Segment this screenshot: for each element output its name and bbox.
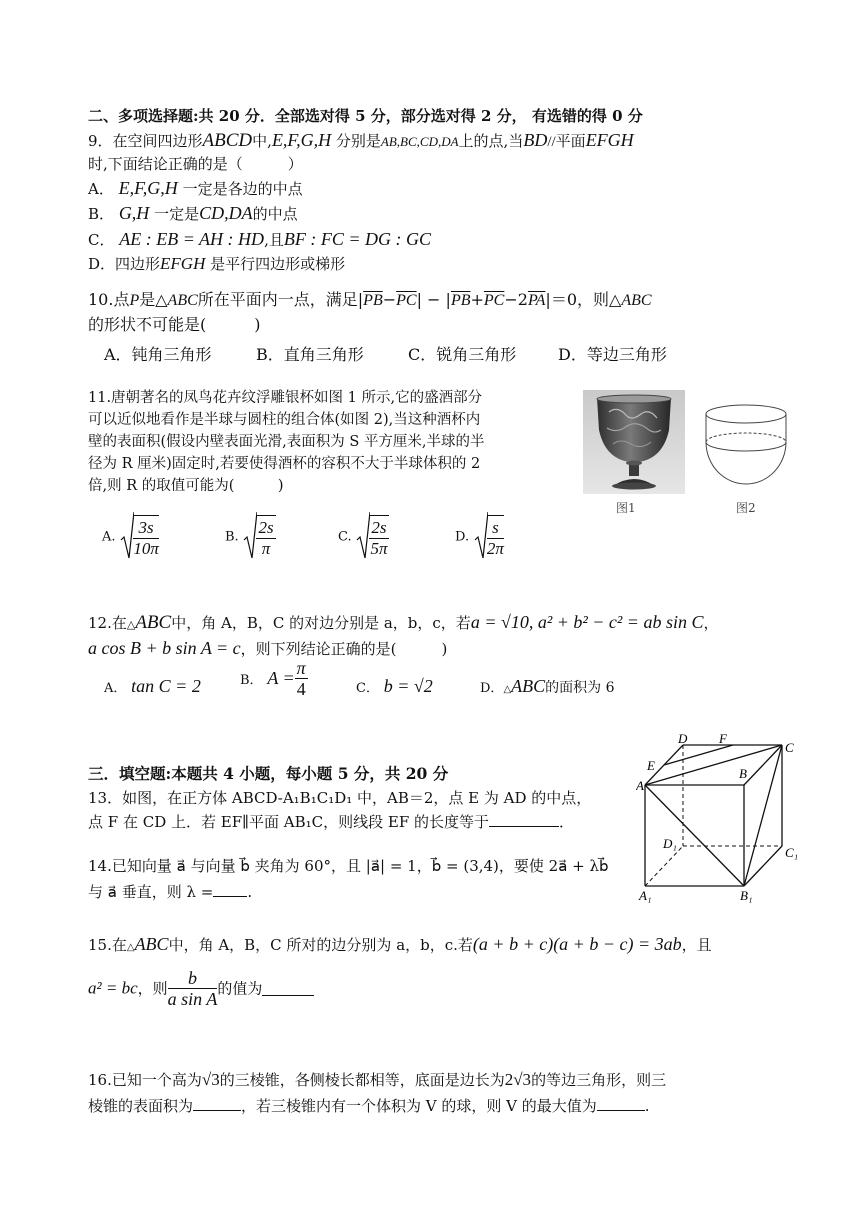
q16-mid: 的三棱锥，各侧棱长都相等，底面是边长为 (219, 1071, 505, 1089)
cube-label-b: B (739, 766, 747, 781)
q10-vec-pc: $\overline{PC}$ (396, 292, 417, 309)
q11-option-d-frac: $\frac{s}{2\pi}$ (487, 515, 504, 559)
cube-label-c: C (785, 740, 794, 755)
q15-answer-blank[interactable] (262, 981, 314, 996)
q12-cond2: a cos B + b sin A = c (88, 638, 241, 658)
q14-line2-text: 与 a⃗ 垂直，则 λ = (88, 883, 214, 901)
cube-label-f: F (719, 732, 727, 746)
q16-side: 2√3 (504, 1070, 532, 1089)
q11-option-a-frac: $\frac{3s}{10\pi}$ (133, 515, 159, 559)
q10-line1 (88, 290, 652, 311)
q9-option-a (88, 178, 303, 199)
q11-fig1-cup-image (583, 390, 685, 494)
q9-abcd: ABCD (202, 130, 253, 151)
q12-option-a-math: tan C = 2 (131, 676, 201, 696)
sqrt-icon (356, 510, 370, 564)
q14-line1: 14.已知向量 a⃗ 与向量 b⃗ 夹角为 60°，且 |a⃗| = 1，b⃗ = (3,4)，要使 2a⃗ + λb⃗ (88, 857, 609, 875)
q12-option-a (104, 676, 201, 697)
q9-option-c-label: C． (88, 231, 115, 249)
q15-triangle: △ (126, 942, 135, 953)
q12-option-d-text: 的面积为 6 (545, 680, 615, 696)
q10-mid3: | − | (416, 290, 451, 309)
q9-option-b-text1: 一定是 (154, 205, 200, 223)
q12-option-b-label: B． (240, 673, 263, 688)
q11-line4: 径为 R 厘米)固定时,若要使得酒杯的容积不大于半球体积的 2 (88, 456, 481, 472)
q10-vec-pb2: $\overline{PB}$ (450, 292, 471, 309)
q12-prefix: 12.在 (88, 614, 127, 632)
q13-line1: 13．如图，在正方体 ABCD-A₁B₁C₁D₁ 中，AB＝2，点 E 为 AD 的中点， (88, 789, 592, 807)
q12-line1 (88, 612, 718, 635)
q10-abc2: ABC (621, 292, 652, 309)
q15-line1 (88, 934, 712, 958)
q12-option-b (240, 658, 308, 699)
q10-option-a: A．钝角三角形 (104, 345, 212, 364)
q15-cond: (a + b + c)(a + b − c) = 3ab (472, 934, 682, 954)
q13-cube-diagram (636, 732, 808, 904)
q11-line2: 可以近似地看作是半球与圆柱的组合体(如图 2),当这种酒杯内 (88, 412, 481, 428)
q9-efgh2: EFGH (585, 130, 634, 150)
q12-line2 (88, 638, 447, 659)
q9-plane: 平面 (555, 132, 586, 150)
q14-line2-end: . (247, 883, 253, 901)
q11-option-b-label: B. (225, 529, 239, 545)
q12-option-c (356, 676, 433, 697)
q12-option-c-math: b = √2 (383, 676, 433, 696)
q9-line1 (88, 130, 634, 152)
q9-mid3: 上的点,当 (458, 132, 524, 150)
q13-line2 (88, 812, 574, 832)
q15-line2 (88, 968, 314, 1009)
q11-option-a (102, 510, 159, 564)
q12-option-d (480, 676, 615, 697)
q12-triangle: △ (126, 618, 136, 631)
q16-line2-end: . (644, 1097, 650, 1115)
q12-cond1: a = √10, a² + b² − c² = ab sin C (470, 612, 704, 632)
q11-line1: 11.唐朝著名的凤鸟花卉纹浮雕银杯如图 1 所示,它的盛酒部分 (88, 390, 483, 406)
q9-option-d-text: 是平行四边形或梯形 (210, 255, 346, 273)
q16-height: √3 (201, 1070, 220, 1089)
q11-fig1-caption: 图1 (616, 501, 636, 515)
q9-bd: BD (523, 130, 548, 150)
q9-mid: 中, (252, 132, 272, 150)
q11-option-a-label: A. (102, 529, 116, 545)
q11-fig2-diagram (700, 398, 792, 494)
q14-line2 (88, 882, 252, 902)
q16-line2 (88, 1096, 650, 1116)
q11-option-d (455, 510, 504, 564)
q16-line2-pre: 棱锥的表面积为 (88, 1097, 194, 1115)
q15-line2-end: 的值为 (217, 979, 263, 998)
q16-answer-blank-1[interactable] (193, 1096, 241, 1111)
q14-answer-blank[interactable] (213, 882, 247, 897)
q10-end: |＝0，则△ (545, 290, 622, 309)
q9-option-b (88, 203, 298, 224)
q13-answer-blank[interactable] (489, 812, 559, 827)
q9-option-b-text2: 的中点 (252, 205, 298, 223)
cube-label-e: E (647, 758, 655, 773)
q12-option-d-label: D． (480, 681, 504, 696)
q16-line1-end: 的等边三角形，则三 (531, 1071, 667, 1089)
q12-mid: 中，角 A，B，C 的对边分别是 a，b，c，若 (171, 614, 471, 632)
q16-line2-mid: ，若三棱锥内有一个体积为 V 的球，则 V 的最大值为 (241, 1097, 597, 1115)
q15-line2-mid: ，则 (137, 979, 168, 998)
q9-option-c-math2: BF : FC = DG : GC (283, 229, 431, 249)
q12-line2-end: ，则下列结论正确的是( ) (240, 640, 448, 658)
cube-label-c1: C₁ (785, 845, 799, 860)
q9-par: // (547, 134, 556, 150)
q10-mid1: 是△ (139, 290, 168, 309)
q16-answer-blank-2[interactable] (597, 1096, 645, 1111)
q10-mid2: 所在平面内一点，满足| (197, 290, 364, 309)
q10-plus: + (470, 290, 484, 309)
q9-option-c-math1: AE : EB = AH : HD (119, 229, 265, 249)
q10-vec-pb: $\overline{PB}$ (363, 292, 383, 309)
cube-label-d: D (678, 732, 688, 746)
q9-option-a-label: A． (88, 180, 114, 198)
cube-label-b1: B₁ (740, 888, 753, 903)
q10-prefix: 10.点 (88, 290, 130, 309)
q15-a2-bc: a² = bc (88, 978, 138, 998)
q10-option-b: B．直角三角形 (256, 345, 364, 364)
q9-option-b-math2: CD,DA (199, 203, 253, 223)
q9-option-a-math: E,F,G,H (118, 178, 178, 198)
q10-abc: ABC (167, 292, 198, 309)
q12-comma: ， (703, 614, 719, 632)
q10-line2: 的形状不可能是( ) (88, 315, 261, 334)
sqrt-icon (474, 510, 488, 564)
q9-option-d-label: D．四边形 (88, 255, 161, 273)
q11-option-b-frac: $\frac{2s}{\pi}$ (256, 515, 275, 559)
cube-label-d1: D₁ (663, 836, 677, 851)
q10-vec-pa: $\overline{PA}$ (527, 292, 546, 309)
q9-sides: AB,BC,CD,DA (380, 134, 459, 149)
q9-option-b-label: B． (88, 205, 115, 223)
q10-minus1: − (382, 290, 397, 309)
q11-option-c-label: C. (338, 529, 352, 545)
q16-prefix: 16.已知一个高为 (88, 1071, 202, 1089)
q12-abc: ABC (135, 612, 172, 633)
cube-label-a: A (636, 778, 644, 793)
q11-option-c-frac: $\frac{2s}{5\pi}$ (369, 515, 388, 559)
q10-vec-pc2: $\overline{PC}$ (483, 292, 505, 309)
q11-option-b (225, 510, 276, 564)
q9-prefix: 9．在空间四边形 (88, 132, 203, 150)
q13-line2-end: ． (559, 813, 575, 831)
q15-frac: $\frac{b}{\text{a sin A}}$ (167, 968, 218, 1009)
q9-efgh: E,F,G,H (271, 130, 332, 150)
q12-option-c-label: C． (356, 681, 379, 696)
cube-label-a1: A₁ (639, 888, 652, 903)
q15-line1-end: ，且 (681, 936, 712, 954)
section2-heading: 二、多项选择题:共 20 分．全部选对得 5 分，部分选对得 2 分， 有选错的得 0 分 (88, 107, 643, 125)
q9-option-b-math: G,H (118, 203, 150, 223)
q9-option-c-text: ,且 (264, 231, 284, 249)
q9-option-c (88, 229, 431, 250)
q11-option-d-label: D. (455, 529, 470, 545)
sqrt-icon (243, 510, 257, 564)
section3-heading: 三．填空题:本题共 4 小题，每小题 5 分，共 20 分 (88, 764, 449, 783)
q12-option-d-abc: ABC (511, 676, 546, 696)
q10-p: P (129, 292, 140, 309)
q11-option-c (338, 510, 389, 564)
q9-option-a-text: 一定是各边的中点 (182, 180, 303, 198)
q15-prefix: 15.在 (88, 936, 127, 954)
q15-mid: 中，角 A，B，C 所对的边分别为 a，b，c.若 (168, 936, 473, 954)
q15-abc: ABC (134, 934, 169, 954)
q10-option-d: D．等边三角形 (558, 345, 667, 364)
q13-line2-text: 点 F 在 CD 上．若 EF∥平面 AB₁C，则线段 EF 的长度等于 (88, 813, 490, 831)
q11-line5: 倍,则 R 的取值可能为( ) (88, 478, 284, 494)
q9-option-d-math: EFGH (160, 254, 206, 273)
q11-fig2-caption: 图2 (736, 501, 756, 515)
q16-line1 (88, 1070, 666, 1090)
q12-option-a-label: A． (104, 681, 127, 696)
q12-option-b-math: A = (267, 668, 295, 688)
q9-line2: 时,下面结论正确的是（ ） (88, 155, 303, 173)
q12-option-b-frac: $\frac{\pi}{4}$ (296, 658, 306, 699)
q9-mid2: 分别是 (335, 132, 381, 150)
sqrt-icon (120, 510, 134, 564)
q11-line3: 壁的表面积(假设内壁表面光滑,表面积为 S 平方厘米,半球的半 (88, 434, 485, 450)
q9-option-d (88, 254, 345, 274)
q12-option-d-tri: △ (503, 684, 512, 695)
q10-option-c: C．锐角三角形 (408, 345, 517, 364)
q10-minus2: −2 (504, 290, 528, 309)
